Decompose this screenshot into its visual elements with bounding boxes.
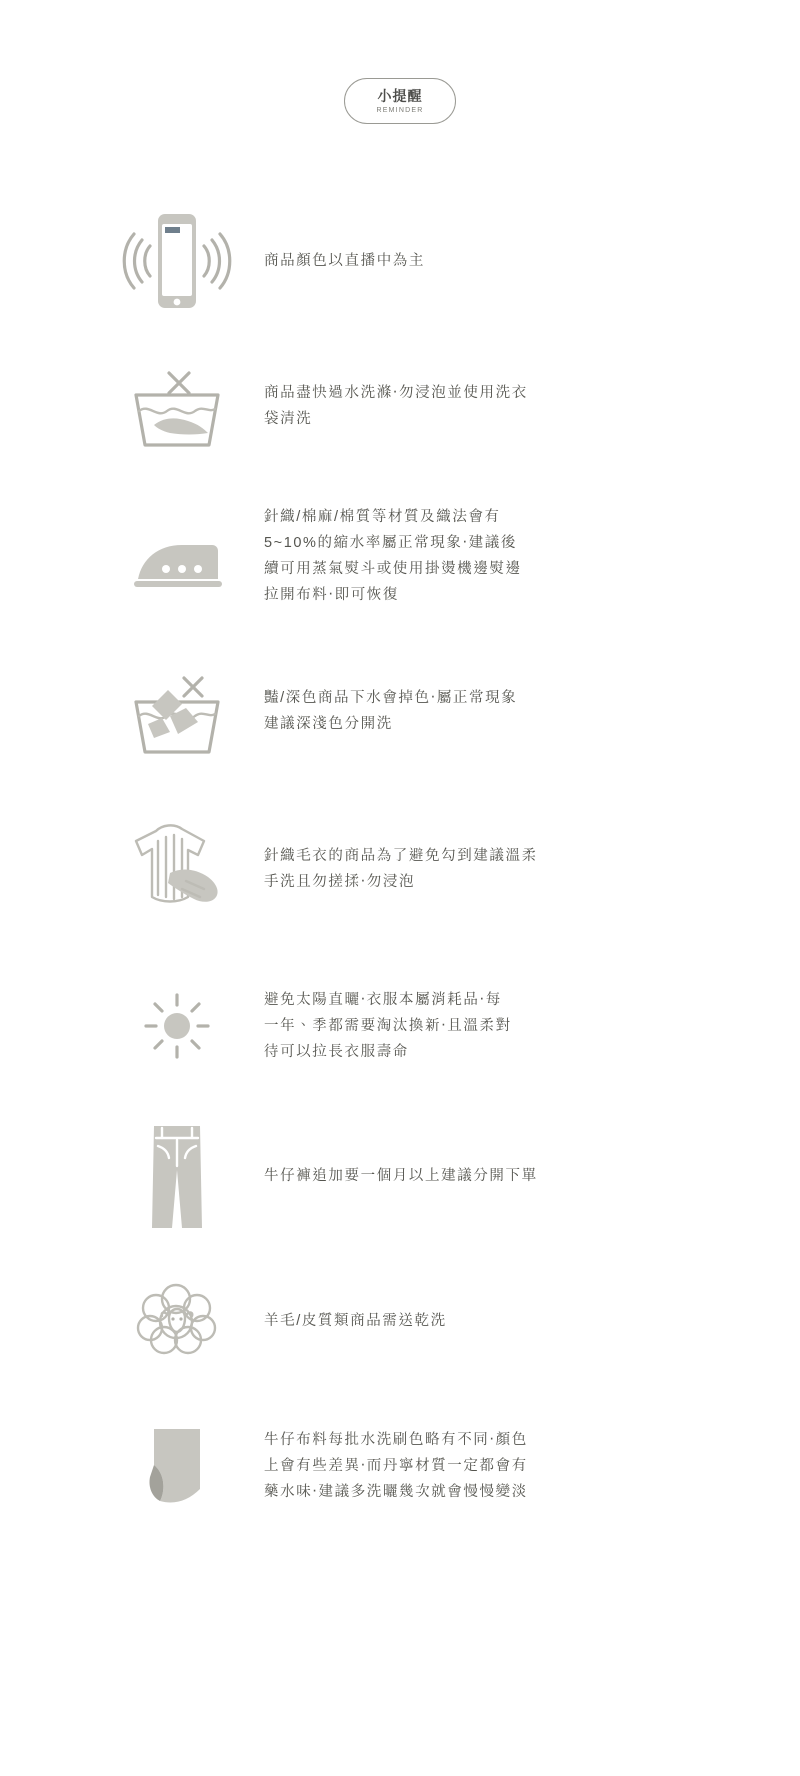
text-line: 針織毛衣的商品為了避免勾到建議溫柔 <box>264 847 538 864</box>
reminder-list <box>0 186 800 1541</box>
text-line: 豔/深色商品下水會掉色‧屬正常現象 <box>264 690 518 706</box>
list-item <box>0 476 800 636</box>
list-item-text <box>242 504 522 608</box>
text-line: 5~10%的縮水率屬正常現象‧建議後 <box>264 535 517 551</box>
text-line: 待可以拉長衣服壽命 <box>264 1044 409 1060</box>
list-item-text <box>242 1308 447 1334</box>
list-item <box>0 1101 800 1251</box>
list-item <box>0 951 800 1101</box>
list-item-text <box>242 843 538 895</box>
list-item <box>0 186 800 336</box>
page-header <box>0 0 800 124</box>
list-item-text <box>242 380 528 432</box>
list-item-text <box>242 248 425 274</box>
live-phone-icon <box>112 206 242 316</box>
hand-wash-knitwear-icon <box>112 811 242 926</box>
steam-iron-icon <box>112 501 242 611</box>
sheep-wool-icon <box>112 1266 242 1376</box>
list-item <box>0 786 800 951</box>
text-line: 藥水味‧建議多洗曬幾次就會慢慢變淡 <box>264 1484 528 1500</box>
list-item-text <box>242 685 517 737</box>
text-line: 手洗且勿搓揉‧勿浸泡 <box>264 873 416 890</box>
text-line: 續可用蒸氣熨斗或使用掛燙機邊熨邊 <box>264 561 522 577</box>
text-line: 袋清洗 <box>264 411 313 427</box>
no-soak-wash-basin-icon <box>112 351 242 461</box>
text-line: 避免太陽直曬‧衣服本屬消耗品‧每 <box>264 992 502 1008</box>
text-line: 一年、季都需要淘汰換新‧且溫柔對 <box>264 1018 512 1034</box>
text-line: 拉開布料‧即可恢復 <box>264 587 400 603</box>
page-subtitle: REMINDER <box>376 106 424 114</box>
denim-fabric-swatch-icon <box>112 1411 242 1521</box>
text-line: 商品顏色以直播中為主 <box>264 253 425 269</box>
color-bleed-basin-icon <box>112 656 242 766</box>
sun-no-direct-sunlight-icon <box>112 971 242 1081</box>
text-line: 牛仔布料每批水洗刷色略有不同‧顏色 <box>264 1432 528 1448</box>
text-line: 商品盡快過水洗滌‧勿浸泡並使用洗衣 <box>264 385 528 401</box>
text-line: 針織/棉麻/棉質等材質及織法會有 <box>264 509 501 525</box>
text-line: 牛仔褲追加要一個月以上建議分開下單 <box>264 1168 538 1184</box>
list-item <box>0 1391 800 1541</box>
page-title: 小提醒 <box>377 87 423 104</box>
list-item-text <box>242 1163 538 1189</box>
list-item <box>0 336 800 476</box>
list-item <box>0 1251 800 1391</box>
text-line: 羊毛/皮質類商品需送乾洗 <box>264 1313 447 1329</box>
list-item-text <box>242 1427 528 1505</box>
jeans-icon <box>112 1116 242 1236</box>
reminder-badge <box>344 78 456 124</box>
text-line: 建議深淺色分開洗 <box>264 716 393 732</box>
list-item-text <box>242 987 512 1065</box>
list-item <box>0 636 800 786</box>
text-line: 上會有些差異‧而丹寧材質一定都會有 <box>264 1458 528 1474</box>
